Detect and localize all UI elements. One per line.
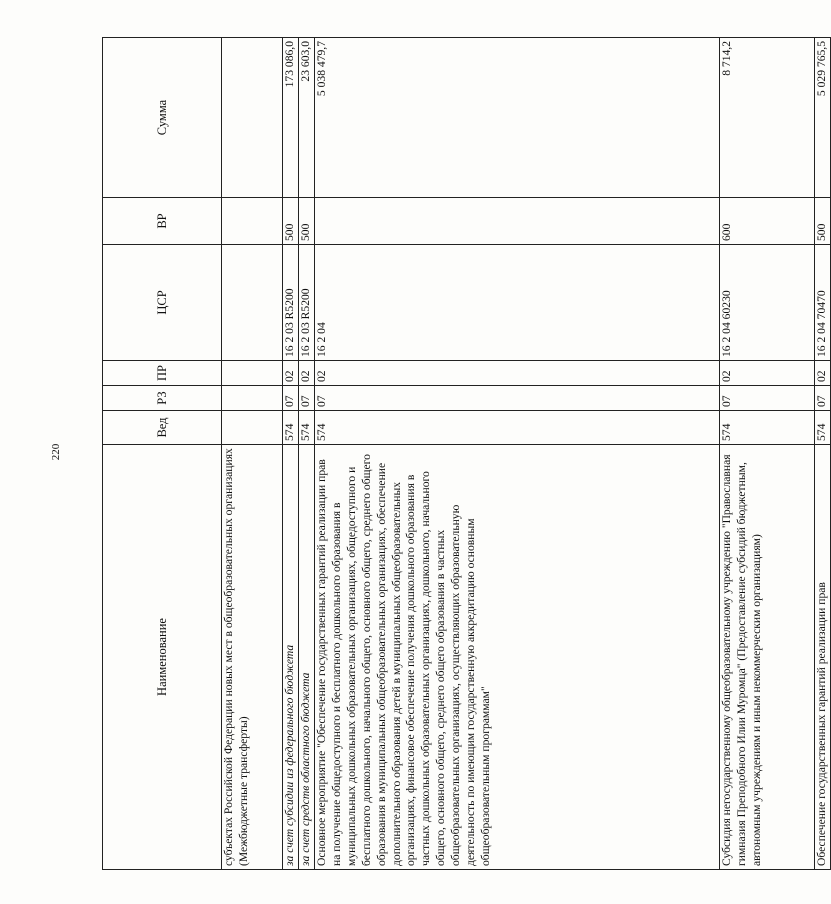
- cell-pr: 02: [720, 361, 815, 386]
- cell-pr: 02: [283, 361, 299, 386]
- header-ved: Вед: [103, 411, 222, 445]
- cell-pr: 02: [815, 361, 831, 386]
- table-row: [283, 38, 299, 870]
- cell-name: Субсидия негосударственному общеобразовательному учреждению "Православная гимназия Преподобного Илии Муромца" (Предоставление субсидий бюджетным, автономным учреждениям и иным некоммерческим организациям): [720, 445, 815, 870]
- cell-csr: [222, 245, 283, 361]
- header-sum: Сумма: [103, 38, 222, 198]
- cell-sum: 5 038 479,7: [315, 38, 720, 198]
- cell-sum: 8 714,2: [720, 38, 815, 198]
- header-rz: РЗ: [103, 386, 222, 411]
- rotated-page-content: [102, 38, 828, 870]
- budget-table: [102, 37, 831, 870]
- cell-vr: [222, 198, 283, 245]
- cell-rz: 07: [720, 386, 815, 411]
- cell-name: за счет средств областного бюджета: [299, 445, 315, 870]
- cell-pr: [222, 361, 283, 386]
- cell-csr: 16 2 03 R5200: [299, 245, 315, 361]
- cell-csr: 16 2 04: [315, 245, 720, 361]
- cell-vr: [315, 198, 720, 245]
- cell-csr: 16 2 04 60230: [720, 245, 815, 361]
- table-row: [299, 38, 315, 870]
- cell-name: за счет субсидии из федерального бюджета: [283, 445, 299, 870]
- cell-vr: 500: [283, 198, 299, 245]
- cell-sum: 5 029 765,5: [815, 38, 831, 198]
- cell-pr: 02: [315, 361, 720, 386]
- header-csr: ЦСР: [103, 245, 222, 361]
- cell-ved: 574: [283, 411, 299, 445]
- cell-vr: 500: [299, 198, 315, 245]
- cell-rz: 07: [815, 386, 831, 411]
- cell-name: субъектах Российской Федерации новых мест в общеобразовательных организациях (Межбюджетные трансферты): [222, 445, 283, 870]
- table-row: [815, 38, 831, 870]
- header-name: Наименование: [103, 445, 222, 870]
- cell-ved: 574: [720, 411, 815, 445]
- cell-vr: 500: [815, 198, 831, 245]
- cell-vr: 600: [720, 198, 815, 245]
- cell-rz: [222, 386, 283, 411]
- cell-ved: 574: [315, 411, 720, 445]
- header-pr: ПР: [103, 361, 222, 386]
- cell-sum: [222, 38, 283, 198]
- cell-sum: 23 603,0: [299, 38, 315, 198]
- header-vr: ВР: [103, 198, 222, 245]
- cell-csr: 16 2 03 R5200: [283, 245, 299, 361]
- cell-ved: [222, 411, 283, 445]
- cell-pr: 02: [299, 361, 315, 386]
- cell-ved: 574: [299, 411, 315, 445]
- cell-name: Основное мероприятие "Обеспечение государственных гарантий реализации прав на получение общедоступного и бесплатного дошкольного образования в муниципальных дошкольных образовательных организациях, общедоступного и бесплатного дошкольного, начального общего, основного общего, среднего общего образования в муниципальных общеобразовательных организациях, обеспечение дополнительного образования детей в муниципальных общеобразовательных организациях, финансовое обеспечение получения дошкольного образования в частных дошкольных образовательных организациях, дошкольного, начального общего, основного общего, среднего общего образования в частных общеобразовательных организациях, осуществляющих образовательную деятельность по имеющим государственную аккредитацию основным общеобразовательным программам": [315, 445, 720, 870]
- cell-rz: 07: [283, 386, 299, 411]
- cell-rz: 07: [299, 386, 315, 411]
- cell-sum: 173 086,0: [283, 38, 299, 198]
- table-row: [720, 38, 815, 870]
- table-row: [222, 38, 283, 870]
- cell-name: Обеспечение государственных гарантий реализации прав: [815, 445, 831, 870]
- cell-ved: 574: [815, 411, 831, 445]
- table-row: [315, 38, 720, 870]
- cell-csr: 16 2 04 70470: [815, 245, 831, 361]
- cell-rz: 07: [315, 386, 720, 411]
- table-header-row: [103, 38, 222, 870]
- page-number: 220: [50, 443, 62, 461]
